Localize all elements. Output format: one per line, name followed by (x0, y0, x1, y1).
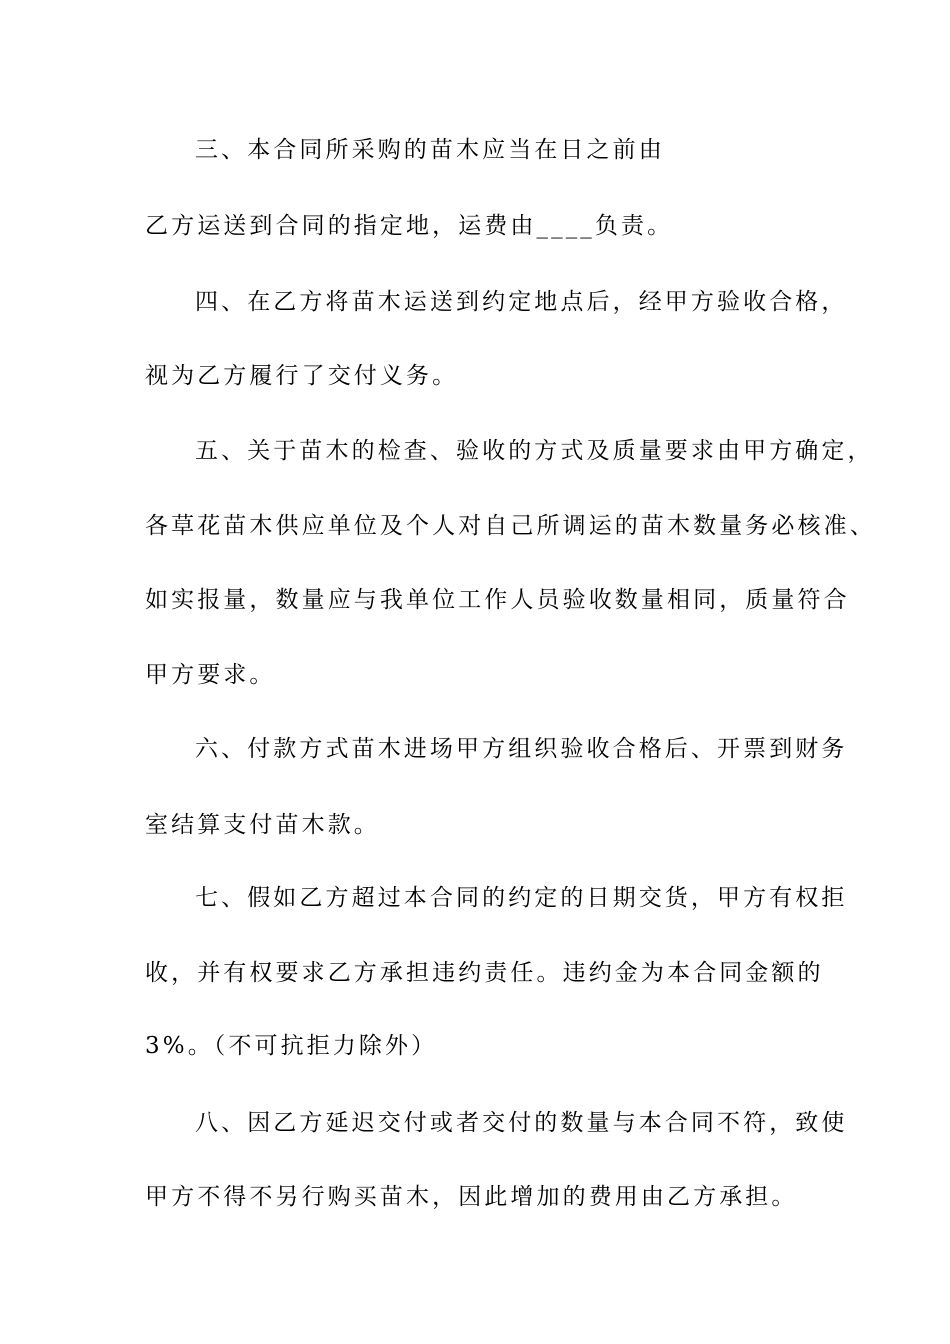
clause-7-line-3: 3%。（不可抗拒力除外） (145, 1033, 438, 1059)
clause-3-line-2: 乙方运送到合同的指定地，运费由____负责。 (145, 213, 674, 239)
clause-7-line-2: 收，并有权要求乙方承担违约责任。违约金为本合同金额的 (145, 960, 824, 986)
clause-5-line-1: 五、关于苗木的检查、验收的方式及质量要求由甲方确定， (195, 438, 874, 464)
clause-5-line-3: 如实报量，数量应与我单位工作人员验收数量相同，质量符合 (145, 587, 850, 613)
clause-7-line-1: 七、假如乙方超过本合同的约定的日期交货，甲方有权拒 (195, 885, 848, 911)
clause-6-line-2: 室结算支付苗木款。 (145, 812, 380, 838)
clause-4-line-2: 视为乙方履行了交付义务。 (145, 363, 459, 389)
clause-8-line-2: 甲方不得不另行购买苗木，因此增加的费用由乙方承担。 (145, 1184, 798, 1210)
clause-4-line-1: 四、在乙方将苗木运送到约定地点后，经甲方验收合格， (195, 289, 848, 315)
clause-5-line-2: 各草花苗木供应单位及个人对自己所调运的苗木数量务必核准、 (145, 513, 876, 539)
clause-8-line-1: 八、因乙方延迟交付或者交付的数量与本合同不符，致使 (195, 1110, 848, 1136)
clause-5-line-4: 甲方要求。 (145, 662, 276, 688)
clause-3-line-1: 三、本合同所采购的苗木应当在日之前由 (195, 137, 665, 163)
clause-6-line-1: 六、付款方式苗木进场甲方组织验收合格后、开票到财务 (195, 736, 848, 762)
